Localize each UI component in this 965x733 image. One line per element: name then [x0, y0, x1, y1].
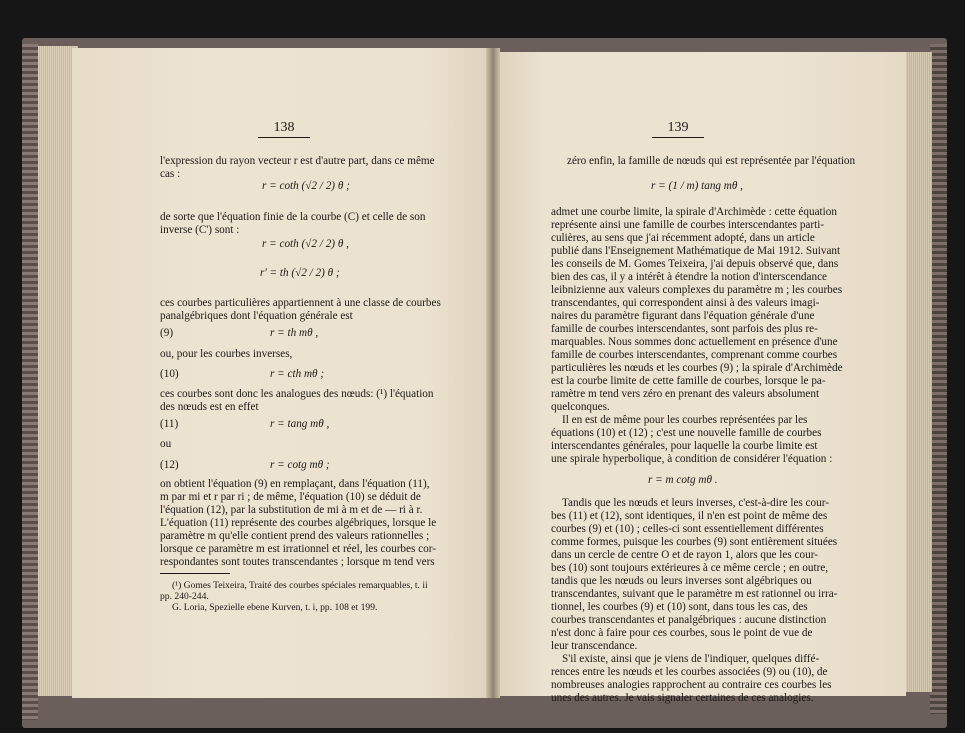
equation: r = cth mθ ; — [270, 368, 325, 380]
left-text-line: respondantes sont toutes transcendantes ; lorsque m tend vers — [160, 556, 435, 568]
right-text-line: représente ainsi une famille de courbes interscendantes parti- — [551, 219, 825, 231]
equation: r = th mθ , — [270, 327, 319, 339]
footnote-line: pp. 240-244. — [160, 591, 209, 602]
right-text-line: leibnizienne aux valeurs complexes du paramètre m ; les courbes — [551, 284, 843, 296]
right-text-line: tionnel, les courbes (9) et (10) sont, dans tous les cas, des — [551, 601, 808, 613]
right-page-number: 139 — [667, 120, 689, 135]
right-text-line: est la courbe limite de cette famille de courbes, lorsque le pa- — [551, 375, 826, 387]
right-text-line: les conseils de M. Gomes Teixeira, j'ai depuis observé que, dans — [551, 258, 839, 270]
right-text-line: bes (10) sont toujours extérieures à ce même cercle ; en outre, — [551, 562, 829, 574]
equation: r = coth (√2 / 2) θ ; — [262, 180, 350, 192]
left-text-line: inverse (C') sont : — [160, 224, 240, 236]
right-text-line: bien des cas, il y a intérêt à étendre la notion d'interscendance — [551, 271, 827, 283]
equation: r' = th (√2 / 2) θ ; — [260, 267, 340, 279]
right-text-line: tandis que les nœuds ou leurs inverses sont algébriques ou — [551, 575, 812, 587]
right-text-line: marquables. Nous sommes donc actuellement en présence d'une — [551, 336, 838, 348]
left-folio-rule — [258, 137, 310, 138]
footnote-line: (¹) Gomes Teixeira, Traité des courbes spéciales remarquables, t. ii — [172, 580, 428, 591]
right-text-line: famille de courbes interscendantes, sont parfois des plus re- — [551, 323, 818, 335]
equation: r = (1 / m) tang mθ , — [651, 180, 743, 192]
footnote-line: G. Loria, Spezielle ebene Kurven, t. i, pp. 108 et 199. — [172, 602, 378, 613]
equation-number: (11) — [160, 418, 179, 430]
left-text-line: cas : — [160, 168, 181, 180]
right-text-line: famille de courbes interscendantes, comprenant comme courbes — [551, 349, 838, 361]
right-text-line: nombreuses analogies rapprochent au contraire ces courbes les — [551, 679, 832, 691]
right-text-line: Il en est de même pour les courbes représentées par les — [562, 414, 808, 426]
right-folio-rule — [652, 137, 704, 138]
right-text-line: naires du paramètre figurant dans l'équation générale d'une — [551, 310, 815, 322]
right-text-line: culières, au sens que j'ai récemment adopté, dans un article — [551, 232, 815, 244]
page-stack-right — [902, 52, 932, 692]
right-text-line: S'il existe, ainsi que je viens de l'indiquer, quelques diffé- — [562, 653, 820, 665]
right-text-line: transcendantes, qui correspondent ainsi à des valeurs imagi- — [551, 297, 820, 309]
left-text-line: ou — [160, 438, 172, 450]
left-text-line: lorsque ce paramètre m est irrationnel et réel, les courbes cor- — [160, 543, 436, 555]
right-text-line: courbes (9) et (10) ; celles-ci sont essentiellement différentes — [551, 523, 824, 535]
equation: r = m cotg mθ . — [648, 474, 718, 486]
equation-number: (10) — [160, 368, 179, 380]
right-text-line: dans un cercle de centre O et de rayon 1, alors que les cour- — [551, 549, 818, 561]
left-text-line: m par mi et r par ri ; de même, l'équation (10) se déduit de — [160, 491, 421, 503]
left-text-line: ou, pour les courbes inverses, — [160, 348, 293, 360]
book-gutter — [486, 48, 500, 698]
right-text-line: quelconques. — [551, 401, 610, 413]
left-text-line: paramètre m qu'elle contient prend des valeurs rationnelles ; — [160, 530, 430, 542]
right-text-line: leur transcendance. — [551, 640, 638, 652]
right-text-line: interscendantes générales, pour laquelle la courbe limite est — [551, 440, 818, 452]
equation: r = coth (√2 / 2) θ , — [262, 238, 349, 250]
right-text-line: transcendantes, suivant que le paramètre m est rationnel ou irra- — [551, 588, 838, 600]
right-text-line: zéro enfin, la famille de nœuds qui est représentée par l'équation — [567, 155, 856, 167]
footnote-rule — [160, 573, 230, 574]
left-text-line: on obtient l'équation (9) en remplaçant, dans l'équation (11), — [160, 478, 430, 490]
left-text-line: ces courbes sont donc les analogues des nœuds: (¹) l'équation — [160, 388, 434, 400]
marbled-edge-right — [930, 44, 947, 714]
right-text-line: particulières les nœuds et les courbes (9) ; la spirale d'Archimède — [551, 362, 843, 374]
marbled-edge-left — [22, 44, 38, 720]
right-text-line: bes (11) et (12), sont identiques, il n'en est point de même des — [551, 510, 828, 522]
right-text-line: courbes transcendantes et panalgébriques : aucune distinction — [551, 614, 827, 626]
left-text-line: l'équation (12), par la substitution de mi à m et de — ri à r. — [160, 504, 423, 516]
right-text-line: équations (10) et (12) ; c'est une nouvelle famille de courbes — [551, 427, 822, 439]
right-text-line: comme formes, puisque les courbes (9) sont entièrement situées — [551, 536, 838, 548]
right-text-line: rences entre les nœuds et les courbes associées (9) ou (10), de — [551, 666, 828, 678]
right-text-line: unes des autres. Je vais signaler certaines de ces analogies. — [551, 692, 814, 704]
equation-number: (9) — [160, 327, 174, 339]
left-text-line: L'équation (11) représente des courbes algébriques, lorsque le — [160, 517, 437, 529]
left-text-line: des nœuds est en effet — [160, 401, 259, 413]
left-text-line: l'expression du rayon vecteur r est d'autre part, dans ce même — [160, 155, 435, 167]
equation-number: (12) — [160, 459, 179, 471]
right-text-line: Tandis que les nœuds et leurs inverses, c'est-à-dire les cour- — [562, 497, 829, 509]
left-page-number: 138 — [273, 120, 295, 135]
left-text-line: de sorte que l'équation finie de la courbe (C) et celle de son — [160, 211, 426, 223]
right-text-line: n'est donc à faire pour ces courbes, sous le point de vue de — [551, 627, 813, 639]
right-text-line: ramètre m tend vers zéro en prenant des valeurs absolument — [551, 388, 820, 400]
equation: r = cotg mθ ; — [270, 459, 330, 471]
right-text-line: admet une courbe limite, la spirale d'Archimède : cette équation — [551, 206, 837, 218]
right-text-line: publié dans l'Enseignement Mathématique de Mai 1912. Suivant — [551, 245, 841, 257]
equation: r = tang mθ , — [270, 418, 330, 430]
left-text-line: panalgébriques dont l'équation générale est — [160, 310, 353, 322]
right-text-line: une spirale hyperbolique, à condition de considérer l'équation : — [551, 453, 833, 465]
left-text-line: ces courbes particulières appartiennent à une classe de courbes — [160, 297, 441, 309]
